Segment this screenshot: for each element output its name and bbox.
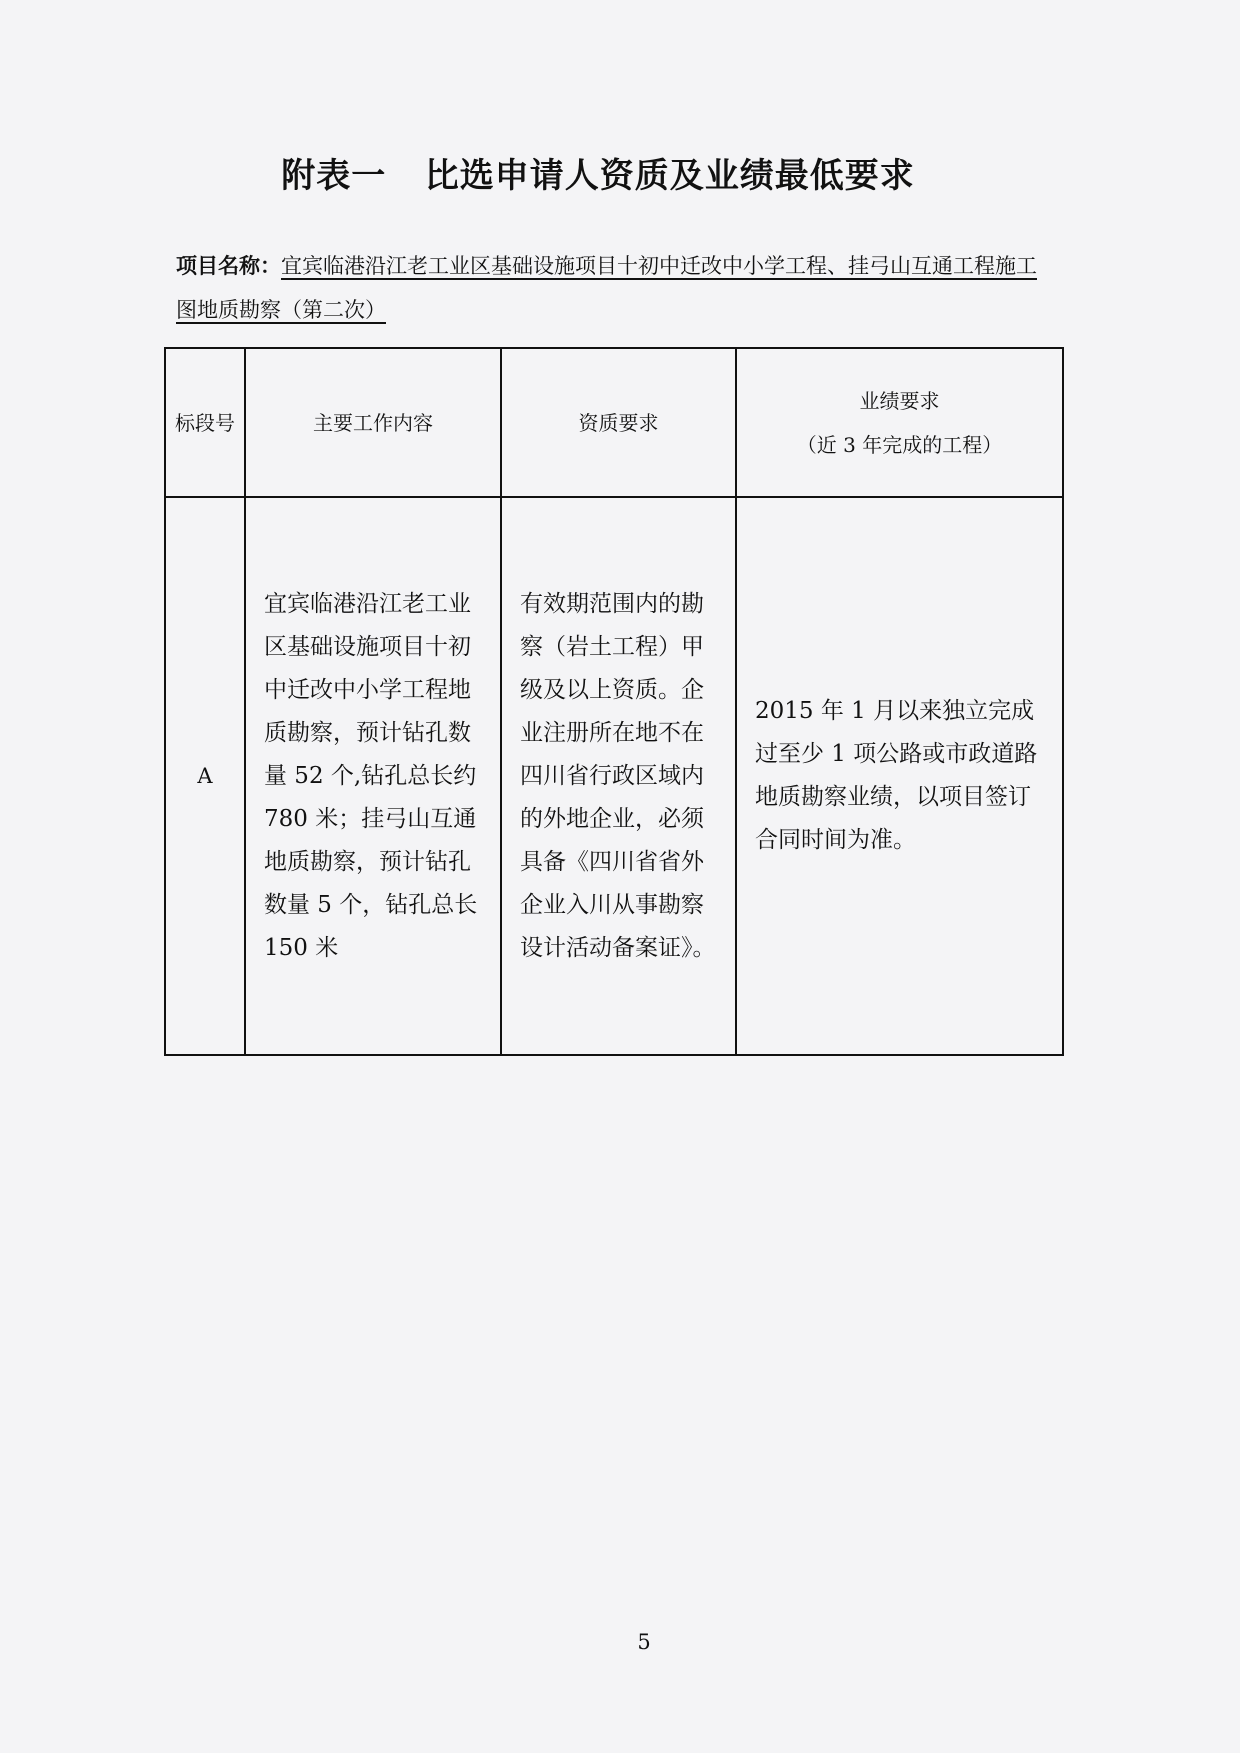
project-name: 宜宾临港沿江老工业区基础设施项目十初中迁改中小学工程、挂弓山互通工程施工图地质勘察（第二次） (176, 254, 1037, 322)
cell-qualification (501, 497, 736, 1055)
cell-segment: A (165, 497, 245, 1055)
project-label: 项目名称： (176, 254, 281, 278)
table-header-row (165, 348, 1063, 497)
header-work: 主要工作内容 (245, 348, 501, 497)
cell-performance (736, 497, 1063, 1055)
header-performance-note: （近 3 年完成的工程） (796, 432, 1003, 457)
cell-qualification-text: 有效期范围内的勘察（岩土工程）甲级及以上资质。企业注册所在地不在四川省行政区域内的外地企业，必须具备《四川省省外企业入川从事勘察设计活动备案证》。 (520, 590, 716, 961)
header-qualification: 资质要求 (501, 348, 736, 497)
cell-work (245, 497, 501, 1055)
header-segment: 标段号 (165, 348, 245, 497)
header-performance-title: 业绩要求 (859, 388, 940, 413)
table-row (165, 497, 1063, 1055)
document-title: 附表一 比选申请人资质及业绩最低要求 (281, 156, 915, 196)
page-number: 5 (637, 1630, 651, 1654)
project-line (176, 244, 1046, 332)
header-performance (736, 348, 1063, 497)
cell-performance-text: 2015 年 1 月以来独立完成过至少 1 项公路或市政道路地质勘察业绩，以项目签订合同时间为准。 (755, 698, 1038, 853)
cell-work-text: 宜宾临港沿江老工业区基础设施项目十初中迁改中小学工程地质勘察，预计钻孔数量 52 个,钻孔总长约 780 米；挂弓山互通地质勘察，预计钻孔数量 5 个，钻孔总长 150 米 (264, 590, 478, 961)
requirements-table (164, 347, 1064, 1056)
